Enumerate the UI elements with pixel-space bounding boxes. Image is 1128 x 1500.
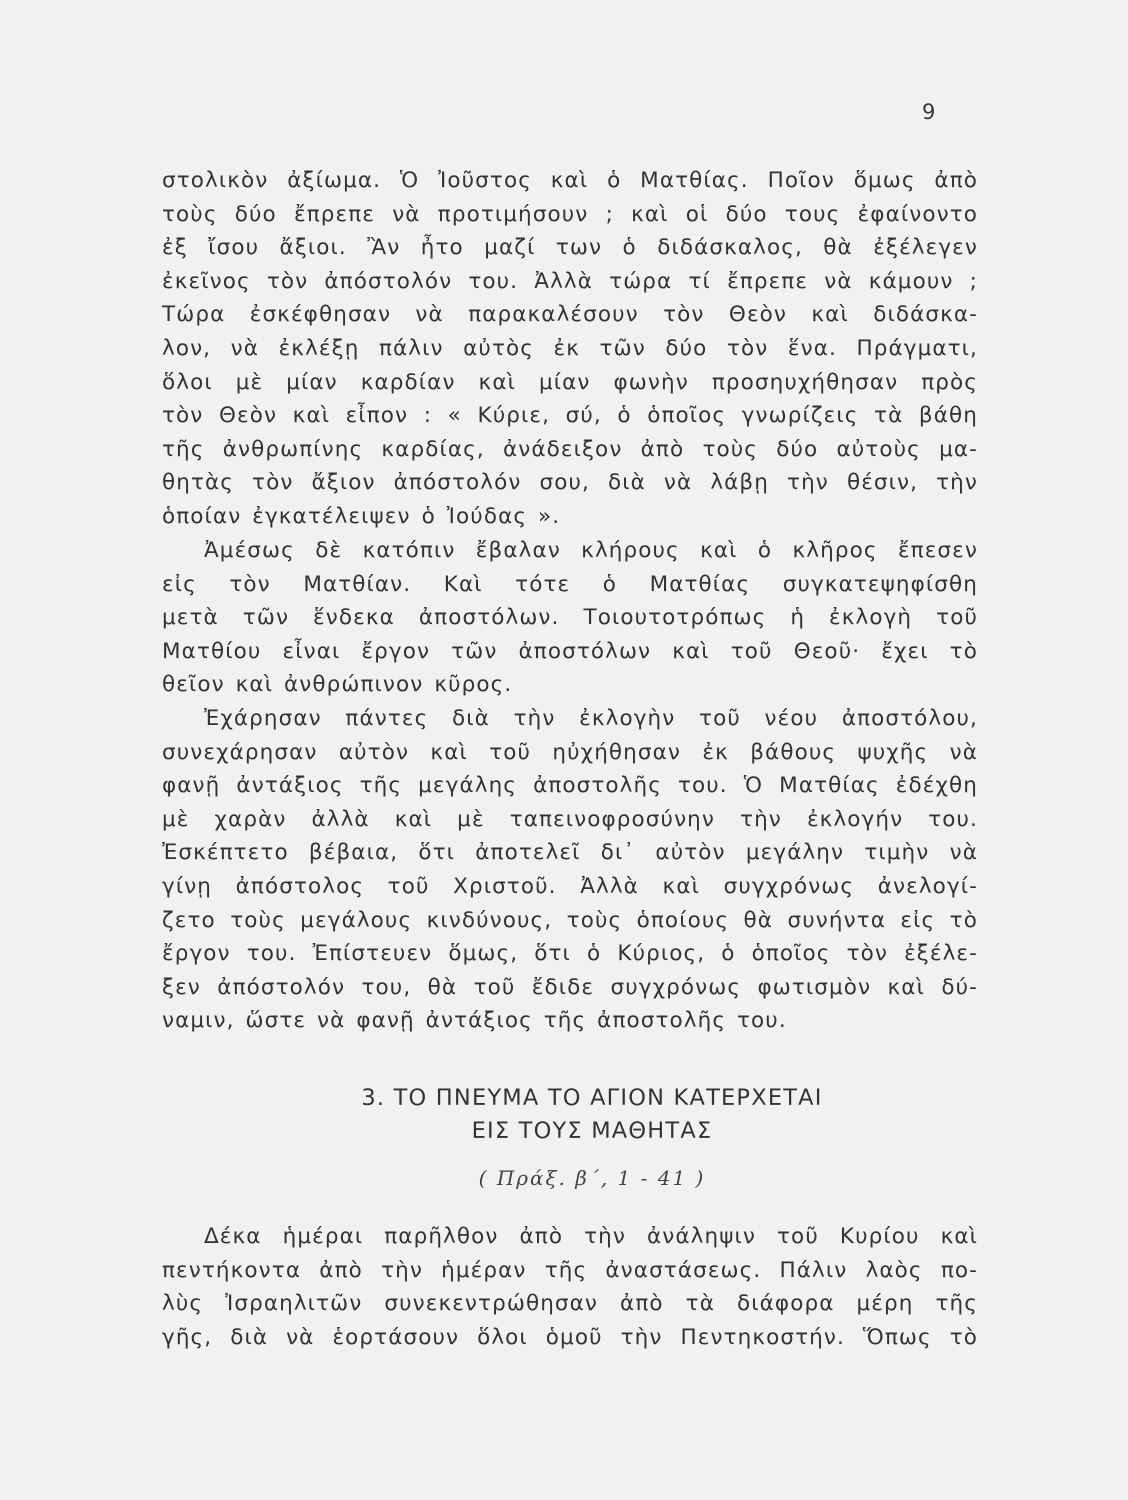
text-line: Ἀμέσως δὲ κατόπιν ἔβαλαν κλήρους καὶ ὁ κλῆρος ἔπεσεν [204,538,978,563]
text-line: τῆς ἀνθρωπίνης καρδίας, ἀνάδειξον ἀπὸ τοὺς δύο αὐτοὺς μα- [162,436,978,462]
text-line: φανῇ ἀντάξιος τῆς μεγάλης ἀποστολῆς του. Ὁ Ματθίας ἐδέχθη [162,773,978,799]
text-line: ἐξ ἴσου ἄξιοι. Ἂν ἦτο μαζί των ὁ διδάσκαλος, θὰ ἐξέλεγεν [162,235,978,261]
text-line: Ἐχάρησαν πάντες διὰ τὴν ἐκλογὴν τοῦ νέου ἀποστόλου, [204,706,978,731]
text-line: Ματθίου εἶναι ἔργον τῶν ἀποστόλων καὶ τοῦ Θεοῦ· ἔχει τὸ [162,638,978,664]
text-line: ἔργον του. Ἐπίστευεν ὅμως, ὅτι ὁ Κύριος, ὁ ὁποῖος τὸν ἐξέλε- [162,941,978,967]
text-line: μὲ χαρὰν ἀλλὰ καὶ μὲ ταπεινοφροσύνην τὴν ἐκλογήν του. [162,806,978,832]
text-line: ξεν ἀπόστολόν του, θὰ τοῦ ἔδιδε συγχρόνως φωτισμὸν καὶ δύ- [162,974,978,1000]
text-line: Δέκα ἡμέραι παρῆλθον ἀπὸ τὴν ἀνάληψιν τοῦ Κυρίου καὶ [204,1224,978,1249]
paragraph-2 [162,534,978,702]
text-line: ὅλοι μὲ μίαν καρδίαν καὶ μίαν φωνὴν προσηυχήθησαν πρὸς [162,369,978,395]
text-line: τοὺς δύο ἔπρεπε νὰ προτιμήσουν ; καὶ οἱ δύο τους ἐφαίνοντο [162,201,978,227]
text-line: μετὰ τῶν ἕνδεκα ἀποστόλων. Τοιουτοτρόπως ἡ ἐκλογὴ τοῦ [162,605,978,631]
text-line: λον, νὰ ἐκλέξῃ πάλιν αὐτὸς ἐκ τῶν δύο τὸν ἕνα. Πράγματι, [162,335,978,361]
paragraph-3 [162,702,978,1038]
scripture-reference: ( Πράξ. β΄, 1 - 41 ) [478,1166,706,1190]
text-line: συνεχάρησαν αὐτὸν καὶ τοῦ ηὐχήθησαν ἐκ βάθους ψυχῆς νὰ [162,739,978,765]
text-line: στολικὸν ἀξίωμα. Ὁ Ἰοῦστος καὶ ὁ Ματθίας. Ποῖον ὅμως ἀπὸ [162,168,978,193]
text-line: ὁποίαν ἐγκατέλειψεν ὁ Ἰούδας ». [162,503,561,529]
text-line: τὸν Θεὸν καὶ εἶπον : « Κύριε, σύ, ὁ ὁποῖος γνωρίζεις τὰ βάθη [162,403,978,429]
text-line: πεντήκοντα ἀπὸ τὴν ἡμέραν τῆς ἀναστάσεως. Πάλιν λαὸς πο- [162,1257,978,1283]
page-number: 9 [922,100,936,124]
text-line: γίνῃ ἀπόστολος τοῦ Χριστοῦ. Ἀλλὰ καὶ συγχρόνως ἀνελογί- [162,873,978,899]
section-title-line-1: 3. ΤΟ ΠΝΕΥΜΑ ΤΟ ΑΓΙΟΝ ΚΑΤΕΡΧΕΤΑΙ [361,1085,823,1111]
text-line: θητὰς τὸν ἄξιον ἀπόστολόν σου, διὰ νὰ λάβῃ τὴν θέσιν, τὴν [162,470,978,496]
paragraph-4 [162,1220,978,1354]
text-line: λὺς Ἰσραηλιτῶν συνεκεντρώθησαν ἀπὸ τὰ διάφορα μέρη τῆς [162,1291,978,1317]
text-line: θεῖον καὶ ἀνθρώπινον κῦρος. [162,672,513,698]
text-line: γῆς, διὰ νὰ ἑορτάσουν ὅλοι ὁμοῦ τὴν Πεντηκοστήν. Ὅπως τὸ [162,1324,978,1350]
text-line: Ἐσκέπτετο βέβαια, ὅτι ἀποτελεῖ δι᾽ αὐτὸν μεγάλην τιμὴν νὰ [162,840,978,866]
text-line: ζετο τοὺς μεγάλους κινδύνους, τοὺς ὁποίους θὰ συνήντα εἰς τὸ [162,907,978,933]
text-line: εἰς τὸν Ματθίαν. Καὶ τότε ὁ Ματθίας συγκατεψηφίσθη [162,571,978,597]
text-line: Τώρα ἐσκέφθησαν νὰ παρακαλέσουν τὸν Θεὸν καὶ διδάσκα- [162,302,978,328]
text-line: ναμιν, ὥστε νὰ φανῇ ἀντάξιος τῆς ἀποστολῆς του. [162,1008,787,1034]
paragraph-1 [162,164,978,534]
text-line: ἐκεῖνος τὸν ἀπόστολόν του. Ἀλλὰ τώρα τί ἔπρεπε νὰ κάμουν ; [162,268,978,294]
section-title [162,1082,1022,1148]
section-title-line-2: ΕΙΣ ΤΟΥΣ ΜΑΘΗΤΑΣ [471,1118,713,1144]
